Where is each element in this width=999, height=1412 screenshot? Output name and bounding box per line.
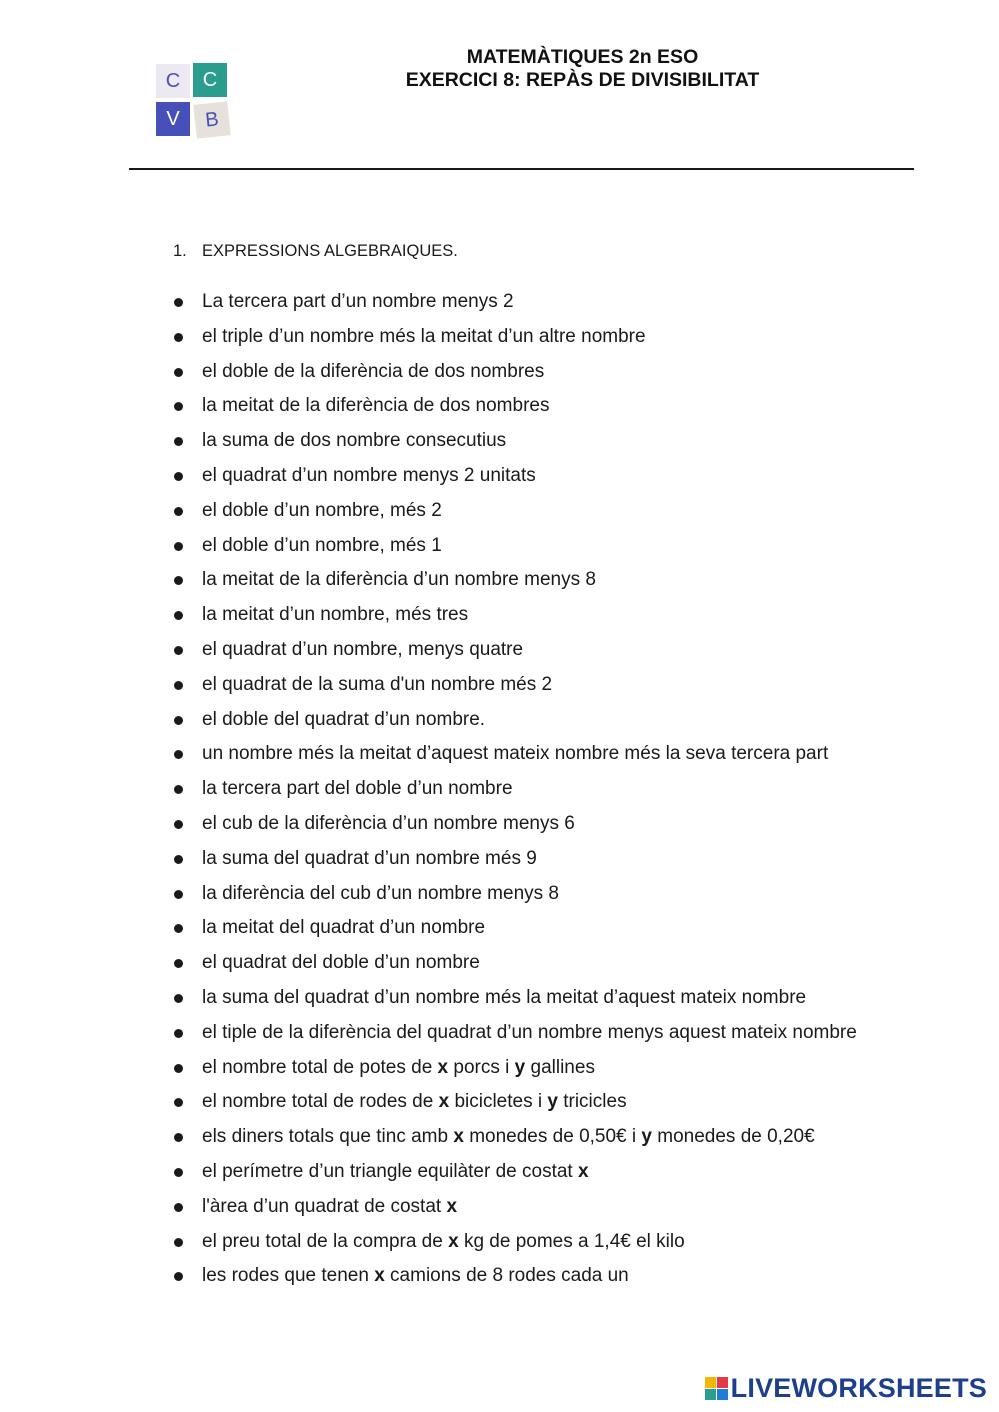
bullet-icon — [174, 437, 183, 446]
variable-text: x — [437, 1056, 449, 1078]
list-item — [172, 531, 857, 566]
list-item — [172, 1053, 857, 1088]
bullet-icon — [174, 368, 183, 377]
bullet-icon — [174, 994, 183, 1003]
bullet-icon — [174, 1203, 183, 1212]
logo-tile-c1: C — [156, 64, 190, 98]
list-item — [172, 1122, 857, 1157]
variable-text: x — [438, 1091, 450, 1113]
logo-tile-b: B — [193, 101, 230, 138]
list-item — [172, 774, 857, 809]
bullet-icon — [174, 681, 183, 690]
item-text: el doble d’un nombre, més 2 — [202, 499, 442, 521]
bullet-icon — [174, 959, 183, 968]
bullet-icon — [174, 333, 183, 342]
bullet-icon — [174, 1238, 183, 1247]
item-text: monedes de 0,50€ i — [463, 1126, 642, 1148]
list-item — [172, 844, 857, 879]
item-text: el cub de la diferència d’un nombre menys 6 — [202, 812, 575, 834]
bullet-icon — [174, 646, 183, 655]
item-text: tricicles — [557, 1091, 627, 1113]
bullet-icon — [174, 785, 183, 794]
item-text: un nombre més la meitat d’aquest mateix nombre més la seva tercera part — [202, 743, 829, 765]
page-title — [330, 46, 835, 92]
item-text: el doble de la diferència de dos nombres — [202, 360, 545, 382]
item-text: la meitat de la diferència de dos nombres — [202, 395, 550, 417]
bullet-icon — [174, 716, 183, 725]
list-item — [172, 357, 857, 392]
variable-text: x — [453, 1126, 464, 1148]
list-item — [172, 461, 857, 496]
bullet-icon — [174, 1168, 183, 1177]
list-item — [172, 1018, 857, 1053]
variable-text: x — [448, 1230, 459, 1252]
bullet-icon — [174, 750, 183, 759]
variable-text: x — [446, 1195, 458, 1217]
list-item — [172, 496, 857, 531]
section-title: EXPRESSIONS ALGEBRAIQUES. — [202, 242, 458, 260]
list-item — [172, 670, 857, 705]
list-item — [172, 635, 857, 670]
item-text: l'àrea d’un quadrat de costat — [202, 1195, 447, 1217]
list-item — [172, 879, 857, 914]
bullet-icon — [174, 576, 183, 585]
header-divider — [129, 168, 914, 170]
bullet-icon — [174, 1272, 183, 1281]
item-text: el nombre total de potes de — [202, 1056, 438, 1078]
exercise-list — [172, 287, 857, 1296]
list-item — [172, 1157, 857, 1192]
item-text: bicicletes i — [449, 1091, 548, 1113]
item-text: camions de 8 rodes cada un — [384, 1265, 629, 1287]
item-text: la meitat de la diferència d’un nombre menys 8 — [202, 569, 596, 591]
bullet-icon — [174, 611, 183, 620]
list-item — [172, 948, 857, 983]
logo-tile-v: V — [156, 102, 190, 136]
list-item — [172, 565, 857, 600]
item-text: el quadrat de la suma d'un nombre més 2 — [202, 673, 553, 695]
list-item — [172, 287, 857, 322]
liveworksheets-watermark — [705, 1373, 987, 1404]
item-text: el tiple de la diferència del quadrat d’un nombre menys aquest mateix nombre — [202, 1021, 857, 1043]
list-item — [172, 705, 857, 740]
item-text: la suma de dos nombre consecutius — [202, 430, 507, 452]
bullet-icon — [174, 507, 183, 516]
bullet-icon — [174, 820, 183, 829]
item-text: el preu total de la compra de — [202, 1230, 449, 1252]
item-text: la tercera part del doble d’un nombre — [202, 778, 513, 800]
item-text: la suma del quadrat d’un nombre més 9 — [202, 847, 537, 869]
item-text: la diferència del cub d’un nombre menys 8 — [202, 882, 559, 904]
variable-text: y — [641, 1126, 652, 1148]
item-text: gallines — [525, 1056, 595, 1078]
logo-tile-c2: C — [193, 63, 227, 97]
item-text: la meitat del quadrat d’un nombre — [202, 917, 486, 939]
item-text: la meitat d’un nombre, més tres — [202, 604, 469, 626]
list-item — [172, 983, 857, 1018]
list-item — [172, 391, 857, 426]
title-line-2: EXERCICI 8: REPÀS DE DIVISIBILITAT — [405, 69, 760, 91]
section-number: 1. — [173, 242, 187, 260]
list-item — [172, 426, 857, 461]
item-text: La tercera part d’un nombre menys 2 — [202, 291, 514, 312]
bullet-icon — [174, 855, 183, 864]
bullet-icon — [174, 472, 183, 481]
variable-text: x — [578, 1160, 589, 1182]
school-logo — [155, 63, 235, 143]
item-text: kg de pomes a 1,4€ el kilo — [458, 1230, 685, 1252]
item-text: el quadrat d’un nombre menys 2 unitats — [202, 464, 536, 486]
item-text: el quadrat d’un nombre, menys quatre — [202, 638, 524, 660]
variable-text: y — [514, 1056, 526, 1078]
list-item — [172, 322, 857, 357]
list-item — [172, 739, 857, 774]
bullet-icon — [174, 1064, 183, 1073]
bullet-icon — [174, 1133, 183, 1142]
bullet-icon — [174, 1029, 183, 1038]
list-item — [172, 809, 857, 844]
variable-text: y — [547, 1091, 558, 1113]
section-heading — [173, 242, 458, 261]
list-item — [172, 1261, 857, 1296]
list-item — [172, 1192, 857, 1227]
list-item — [172, 1227, 857, 1262]
title-line-1: MATEMÀTIQUES 2n ESO — [466, 46, 699, 68]
item-text: els diners totals que tinc amb — [202, 1126, 454, 1148]
bullet-icon — [174, 542, 183, 551]
item-text: el doble d’un nombre, més 1 — [202, 534, 442, 556]
liveworksheets-icon — [705, 1377, 728, 1400]
list-item — [172, 1087, 857, 1122]
item-text: porcs i — [448, 1056, 515, 1078]
watermark-text: LIVEWORKSHEETS — [730, 1373, 987, 1403]
bullet-icon — [174, 298, 183, 307]
item-text: el doble del quadrat d’un nombre. — [202, 708, 486, 730]
bullet-icon — [174, 1098, 183, 1107]
bullet-icon — [174, 890, 183, 899]
list-item — [172, 913, 857, 948]
bullet-icon — [174, 924, 183, 933]
item-text: el nombre total de rodes de — [202, 1091, 439, 1113]
item-text: el quadrat del doble d’un nombre — [202, 952, 480, 974]
item-text: la suma del quadrat d’un nombre més la meitat d’aquest mateix nombre — [202, 986, 807, 1008]
item-text: monedes de 0,20€ — [651, 1126, 815, 1148]
item-text: el perímetre d’un triangle equilàter de costat — [202, 1160, 578, 1182]
bullet-icon — [174, 402, 183, 411]
item-text: el triple d’un nombre més la meitat d’un altre nombre — [202, 325, 646, 347]
item-text: les rodes que tenen — [202, 1265, 375, 1287]
variable-text: x — [374, 1265, 385, 1287]
list-item — [172, 600, 857, 635]
